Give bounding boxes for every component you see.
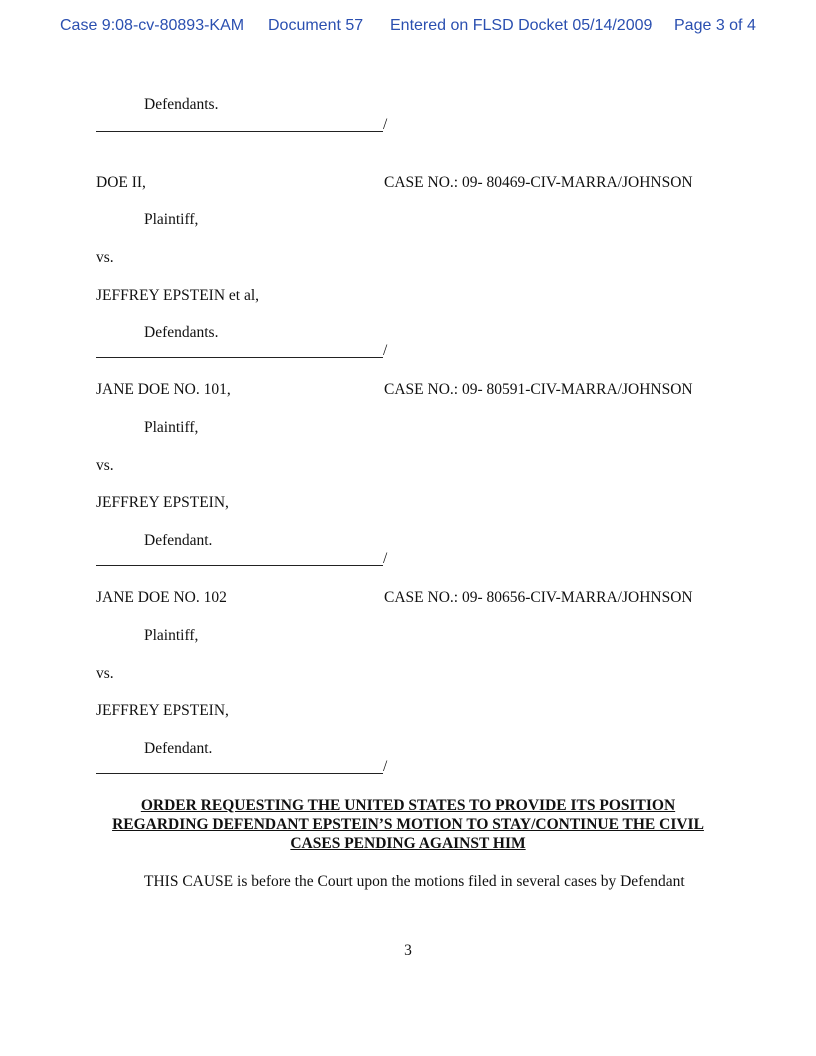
docket-header-stamp [0, 17, 816, 39]
caption-slash: / [383, 550, 388, 567]
caption-slash: / [383, 116, 388, 133]
caption-divider [96, 773, 383, 774]
defendants-label: Defendants. [144, 96, 219, 113]
defendant-label: Defendant. [144, 532, 213, 549]
versus-label: vs. [96, 249, 114, 266]
versus-label: vs. [96, 665, 114, 682]
order-title-line: ORDER REQUESTING THE UNITED STATES TO PROVIDE ITS POSITION [140, 797, 676, 814]
defendant-label: Defendant. [144, 740, 213, 757]
caption-divider [96, 565, 383, 566]
defendant-name: JEFFREY EPSTEIN, [96, 702, 229, 719]
caption-divider [96, 357, 383, 358]
order-title-line: REGARDING DEFENDANT EPSTEIN’S MOTION TO STAY/CONTINUE THE CIVIL [112, 816, 704, 833]
defendant-name: JEFFREY EPSTEIN et al, [96, 287, 260, 304]
page-count-stamp: Page 3 of 4 [674, 17, 756, 34]
page-number: 3 [404, 942, 412, 959]
plaintiff-name: JANE DOE NO. 101, [96, 381, 231, 398]
caption-slash: / [383, 342, 388, 359]
caption-divider [96, 131, 383, 132]
plaintiff-label: Plaintiff, [144, 211, 199, 228]
plaintiff-label: Plaintiff, [144, 419, 199, 436]
case-number: CASE NO.: 09- 80469-CIV-MARRA/JOHNSON [384, 174, 693, 191]
versus-label: vs. [96, 457, 114, 474]
order-title [60, 796, 756, 853]
case-number: CASE NO.: 09- 80591-CIV-MARRA/JOHNSON [384, 381, 693, 398]
docket-entry-stamp: Entered on FLSD Docket 05/14/2009 [390, 17, 653, 34]
defendant-label: Defendants. [144, 324, 219, 341]
case-number-stamp: Case 9:08-cv-80893-KAM [60, 17, 245, 34]
order-title-line: CASES PENDING AGAINST HIM [290, 835, 526, 852]
document-number-stamp: Document 57 [268, 17, 364, 34]
plaintiff-name: DOE II, [96, 174, 146, 191]
plaintiff-label: Plaintiff, [144, 627, 199, 644]
caption-slash: / [383, 758, 388, 775]
defendant-name: JEFFREY EPSTEIN, [96, 494, 229, 511]
plaintiff-name: JANE DOE NO. 102 [96, 589, 227, 606]
case-number: CASE NO.: 09- 80656-CIV-MARRA/JOHNSON [384, 589, 693, 606]
body-paragraph: THIS CAUSE is before the Court upon the motions filed in several cases by Defendant [144, 873, 685, 890]
